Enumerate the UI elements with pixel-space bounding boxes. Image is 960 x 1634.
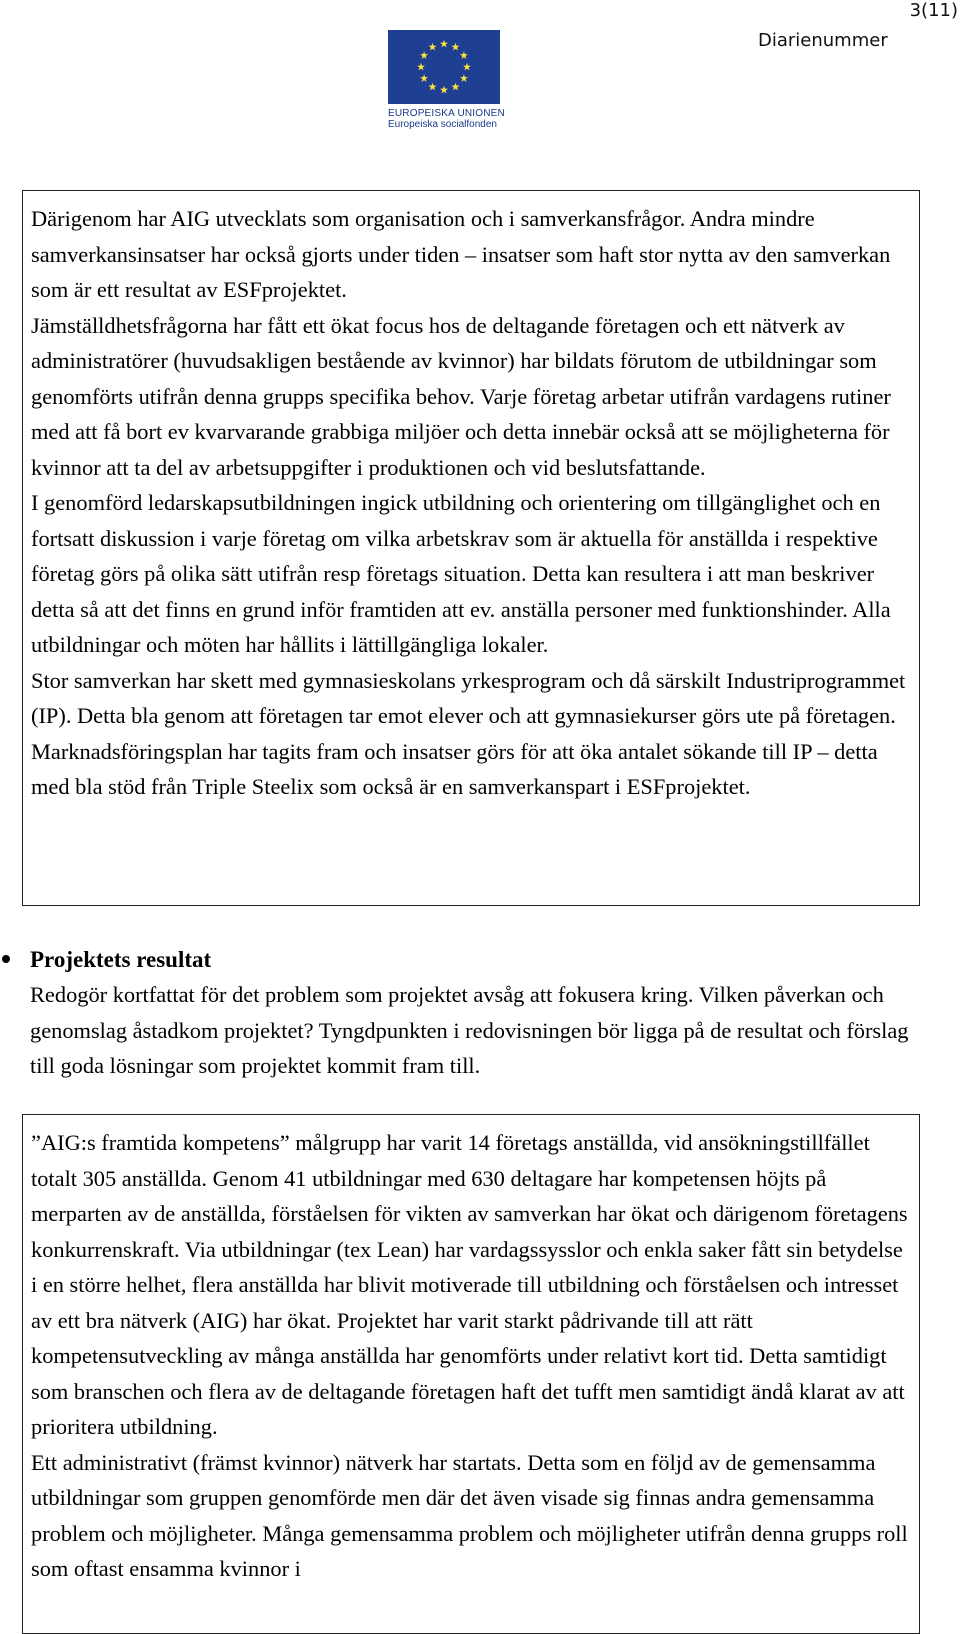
box2-paragraph-1: ”AIG:s framtida kompetens” målgrupp har varit 14 företags anställda, vid ansökningstillfället totalt 305 anställda. Genom 41 utbildningar med 630 deltagare har kompetensen höjts på merparten av de anställda, förståelsen för vikten av samverkan har ökat och därigenom företagens konkurrenskraft. Via utbildningar (tex Lean) har vardagssysslor och enkla saker fått sin betydelse i en större helhet, flera anställda har blivit motiverade till utbildning och förståelsen och intresset av ett bra nätverk (AIG) har ökat. Projektet har varit starkt pådrivande till att rätt kompetensutveckling av många anställda har genomförts under relativt kort tid. Detta samtidigt som branschen och flera av de deltagande företagen haft det tufft men samtidigt ändå klarat av att prioritera utbildning. [31,1130,908,1439]
page-number: 3(11) [909,0,958,21]
diarienummer-label: Diarienummer [758,30,888,51]
box2-paragraph-2: Ett administrativt (främst kvinnor) nätverk har startats. Detta som en följd av de gemensamma utbildningar som gruppen genomförde men där det även visade sig finnas andra gemensamma problem och möjligheter. Många gemensamma problem och möjligheter utifrån denna grupps roll som oftast ensamma kvinnor i [31,1449,908,1581]
box1-paragraph-4: Stor samverkan har skett med gymnasieskolans yrkesprogram och då särskilt Industriprogrammet (IP). Detta bla genom att företagen tar emot elever och att gymnasiekurser görs ute på företagen. Marknadsföringsplan har tagits fram och insatser görs för att öka antalet sökande till IP – detta med bla stöd från Triple Steelix som också är en samverkanspart i ESFprojektet. [31,667,906,799]
eu-logo-line2: Europeiska socialfonden [388,119,497,130]
eu-flag-icon [388,30,500,104]
eu-logo [388,30,505,130]
box1-paragraph-1: Därigenom har AIG utvecklats som organisation och i samverkansfrågor. Andra mindre samverkansinsatser har också gjorts under tiden – insatser som haft stor nytta av den samverkan som är ett resultat av ESFprojektet. [31,206,891,302]
text-box-activities [22,190,920,906]
eu-logo-line1: EUROPEISKA UNIONEN [388,108,505,119]
bullet-icon [2,955,10,963]
box1-paragraph-3: I genomförd ledarskapsutbildningen ingick utbildning och orientering om tillgänglighet och en fortsatt diskussion i varje företag om vilka arbetskrav som är aktuella för anställda i respektive företag görs på olika sätt utifrån resp företags situation. Detta kan resultera i att man beskriver detta så att det finns en grund inför framtiden att ev. anställa personer med funktionshinder. Alla utbildningar och möten har hållits i lättillgängliga lokaler. [31,490,891,657]
box1-paragraph-2: Jämställdhetsfrågorna har fått ett ökat focus hos de deltagande företagen och ett nätverk av administratörer (huvudsakligen bestående av kvinnor) har bildats förutom de utbildningar som genomförts utifrån denna grupps specifika behov. Varje företag arbetar utifrån vardagens rutiner med att få bort ev kvarvarande grabbiga miljöer och detta innebär också att se möjligheterna för kvinnor att ta del av arbetsuppgifter i produktionen och vid beslutsfattande. [31,312,891,480]
section-description: Redogör kortfattat för det problem som projektet avsåg att fokusera kring. Vilken påverkan och genomslag åstadkom projektet? Tyngdpunkten i redovisningen bör ligga på de resultat och förslag till goda lösningar som projektet kommit fram till. [30,982,909,1078]
text-box-results [22,1114,920,1634]
section-title: Projektets resultat [30,947,212,972]
